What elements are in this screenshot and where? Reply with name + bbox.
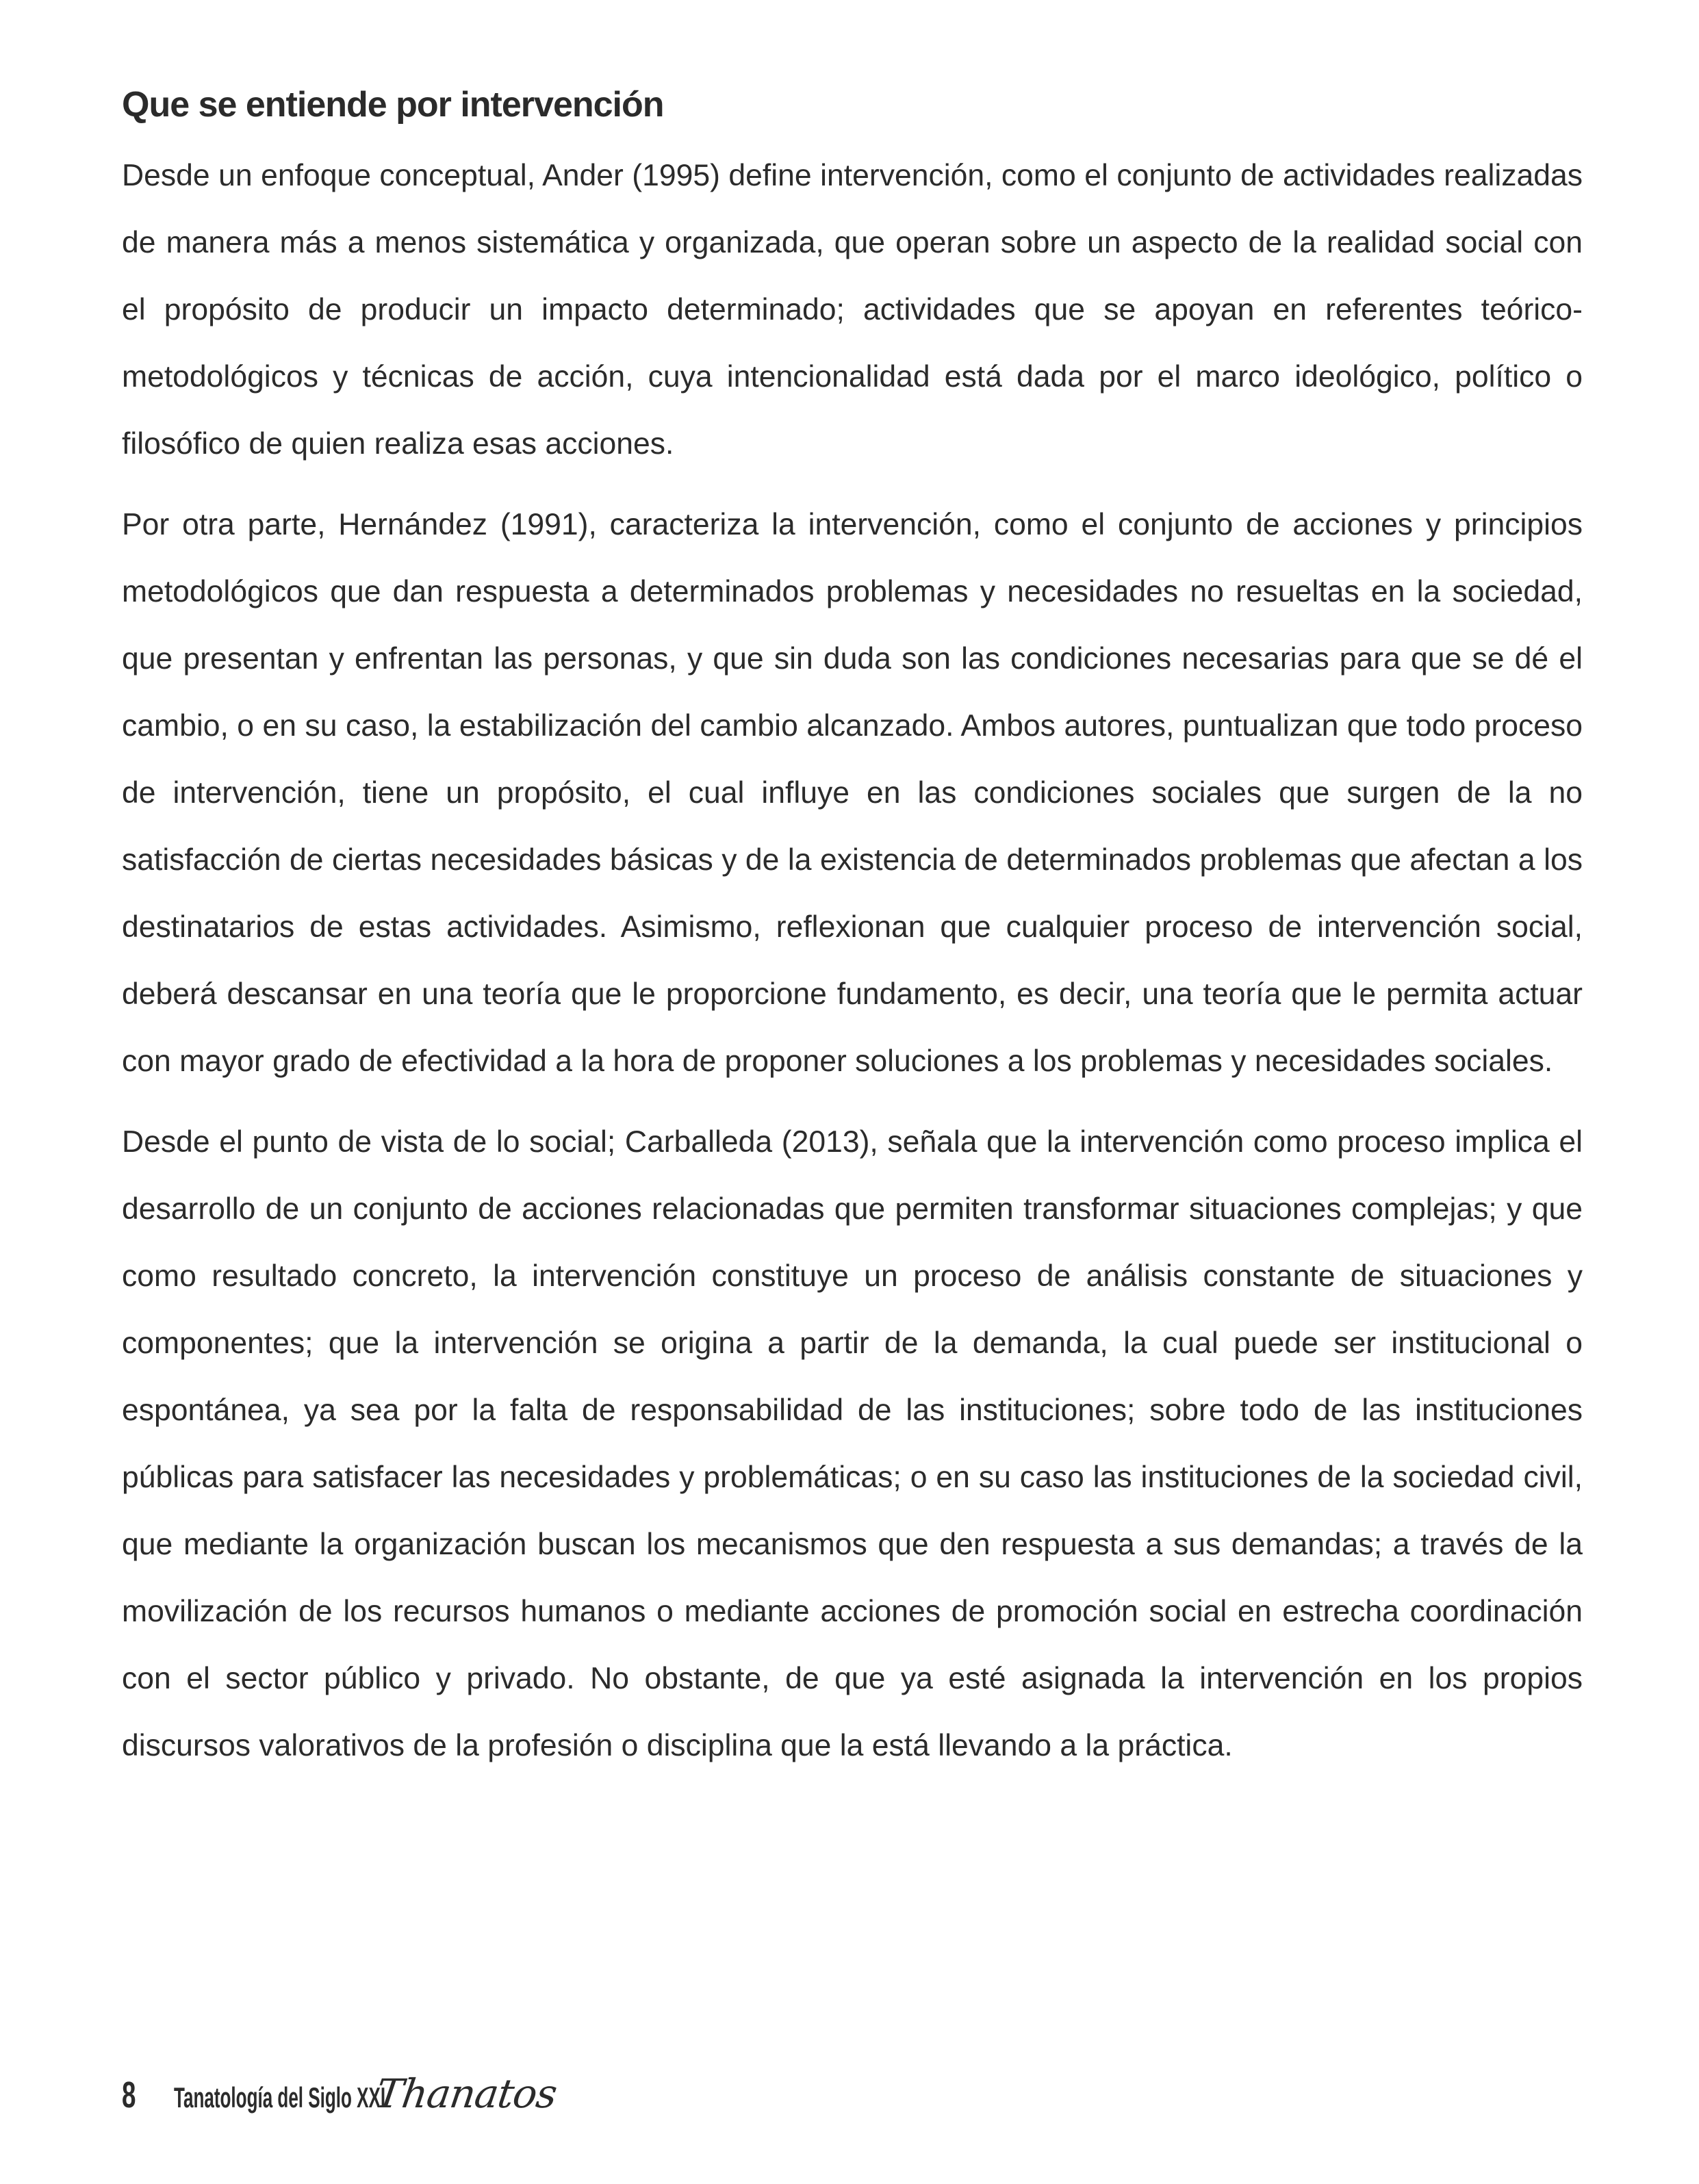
paragraph-carballeda: Desde el punto de vista de lo social; Carballeda (2013), señala que la intervención como proceso implica el desarrollo de un conjunto de acciones relacionadas que permiten transformar situaciones complejas; y que como resultado concreto, la intervención constituye un proceso de análisis constante de situaciones y componentes; que la intervención se origina a partir de la demanda, la cual puede ser institucional o espontánea, ya sea por la falta de responsabilidad de las instituciones; sobre todo de las instituciones públicas para satisfacer las necesidades y problemáticas; o en su caso las instituciones de la sociedad civil, que mediante la organización buscan los mecanismos que den respuesta a sus demandas; a través de la movilización de los recursos humanos o mediante acciones de promoción social en estrecha coordinación con el sector público y privado. No obstante, de que ya esté asignada la intervención en los propios discursos valorativos de la profesión o disciplina que la está llevando a la práctica. xyxy=(122,1125,1583,1762)
section-title: Que se entiende por intervención xyxy=(122,85,664,125)
paragraph-hernandez: Por otra parte, Hernández (1991), caracteriza la intervención, como el conjunto de acciones y principios metodológicos que dan respuesta a determinados problemas y necesidades no resueltas en la sociedad, que presentan y enfrentan las personas, y que sin duda son las condiciones necesarias para que se dé el cambio, o en su caso, la estabilización del cambio alcanzado. Ambos autores, puntualizan que todo proceso de intervención, tiene un propósito, el cual influye en las condiciones sociales que surgen de la no satisfacción de ciertas necesidades básicas y de la existencia de determinados problemas que afectan a los destinatarios de estas actividades. Asimismo, reflexionan que cualquier proceso de intervención social, deberá descansar en una teoría que le proporcione fundamento, es decir, una teoría que le permita actuar con mayor grado de efectividad a la hora de proponer soluciones a los problemas y necesidades sociales. xyxy=(122,508,1583,1078)
journal-name: Tanatología del Siglo XXI xyxy=(174,2081,386,2114)
paragraph-ander: Desde un enfoque conceptual, Ander (1995) define intervención, como el conjunto de actividades realizadas de manera más a menos sistemática y organizada, que operan sobre un aspecto de la realidad social con el propósito de producir un impacto determinado; actividades que se apoyan en referentes teórico-metodológicos y técnicas de acción, cuya intencionalidad está dada por el marco ideológico, político o filosófico de quien realiza esas acciones. xyxy=(122,159,1583,461)
journal-logo: Thanatos xyxy=(373,2070,560,2117)
page-number: 8 xyxy=(122,2074,136,2116)
page-footer xyxy=(122,2070,560,2125)
page-content xyxy=(122,74,1583,1793)
